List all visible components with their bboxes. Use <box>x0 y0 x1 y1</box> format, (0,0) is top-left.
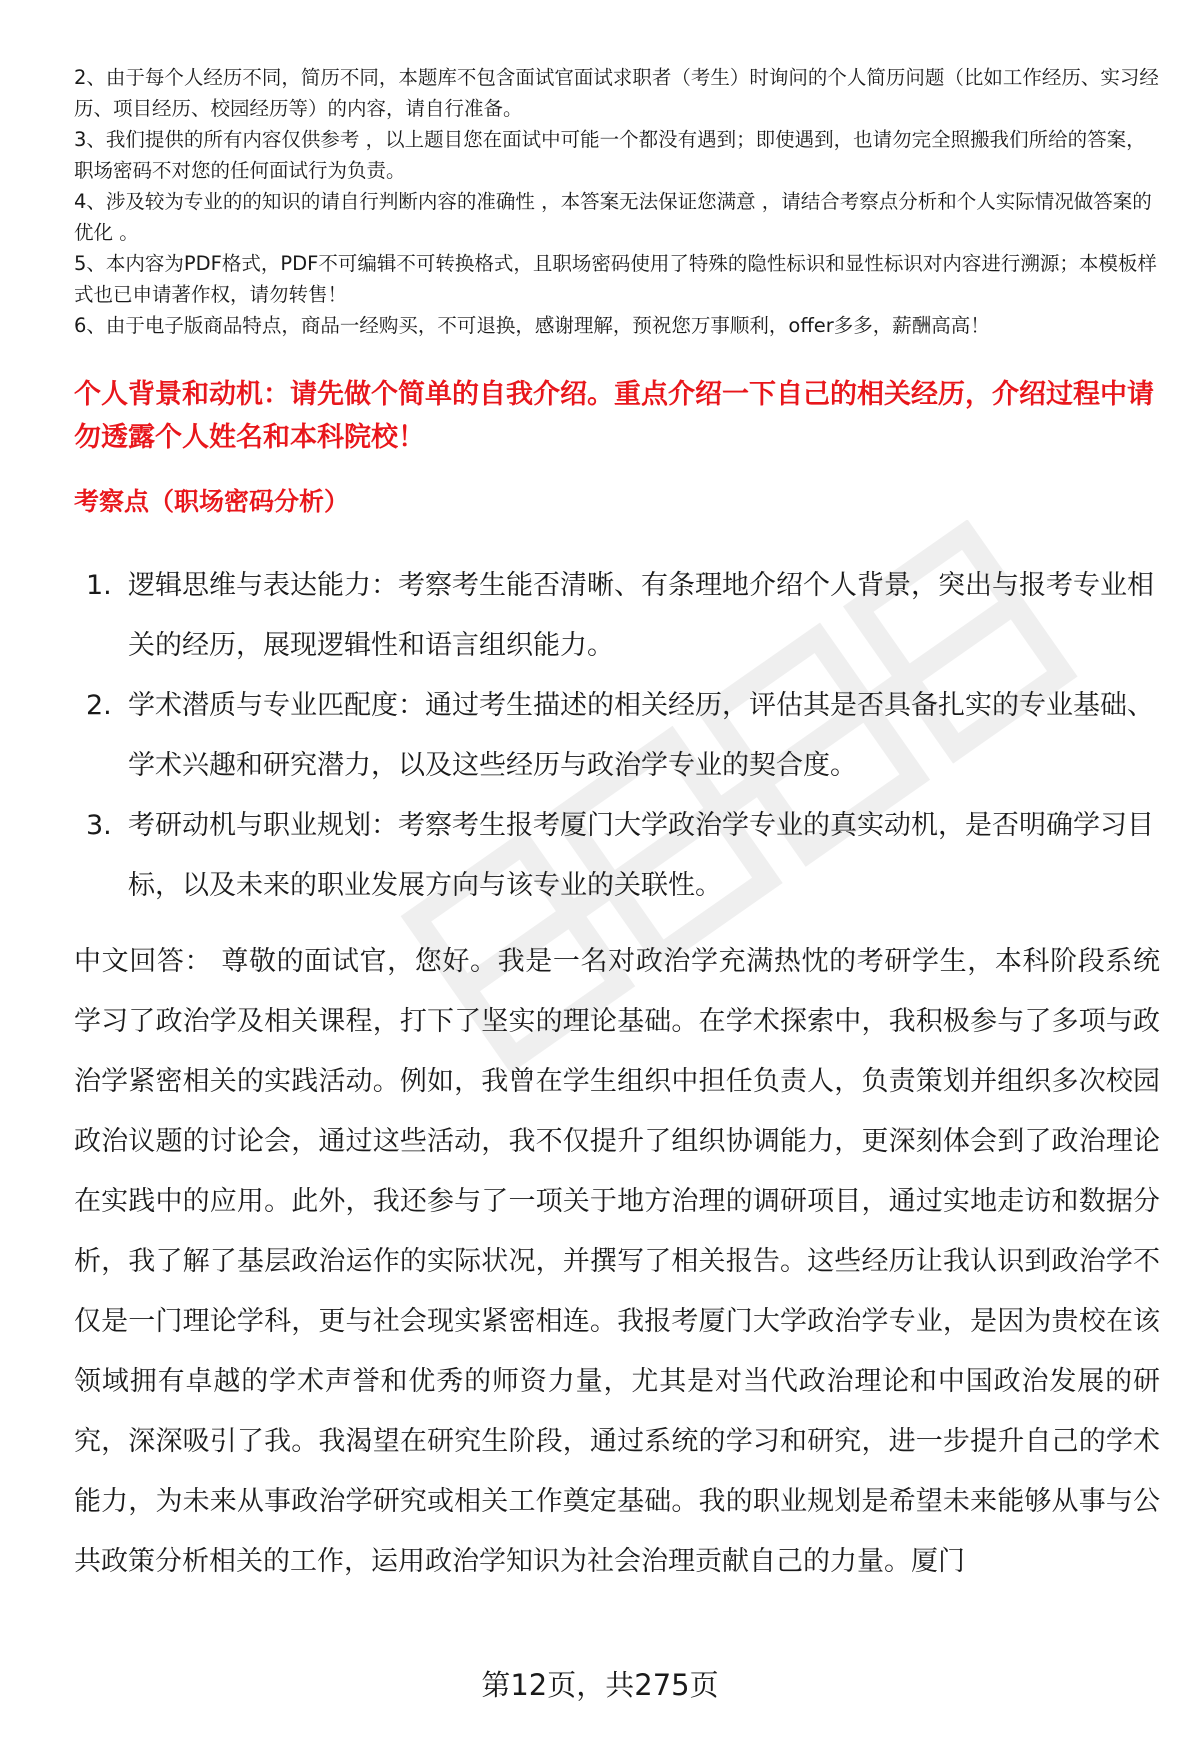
point-number: 1. <box>86 570 112 601</box>
answer-paragraph: 中文回答： 尊敬的面试官，您好。我是一名对政治学充满热忱的考研学生，本科阶段系统学习了政治学及相关课程，打下了坚实的理论基础。在学术探索中，我积极参与了多项与政治学紧密相关的实践活动。例如，我曾在学生组织中担任负责人，负责策划并组织多次校园政治议题的讨论会，通过这些活动，我不仅提升了组织协调能力，更深刻体会到了政治理论在实践中的应用。此外，我还参与了一项关于地方治理的调研项目，通过实地走访和数据分析，我了解了基层政治运作的实际状况，并撰写了相关报告。这些经历让我认识到政治学不仅是一门理论学科，更与社会现实紧密相连。我报考厦门大学政治学专业，是因为贵校在该领域拥有卓越的学术声誉和优秀的师资力量，尤其是对当代政治理论和中国政治发展的研究，深深吸引了我。我渴望在研究生阶段，通过系统的学习和研究，进一步提升自己的学术能力，为未来从事政治学研究或相关工作奠定基础。我的职业规划是希望未来能够从事与公共政策分析相关的工作，运用政治学知识为社会治理贡献自己的力量。厦门 <box>74 946 1160 1577</box>
point-text: 考研动机与职业规划：考察考生报考厦门大学政治学专业的真实动机，是否明确学习目标，以及未来的职业发展方向与该专业的关联性。 <box>128 810 1154 901</box>
notes-list <box>74 62 1164 341</box>
question-heading: 个人背景和动机：请先做个简单的自我介绍。重点介绍一下自己的相关经历，介绍过程中请勿透露个人姓名和本科院校！ <box>74 379 1154 453</box>
note-item: 3、我们提供的所有内容仅供参考 ，以上题目您在面试中可能一个都没有遇到；即使遇到，也请勿完全照搬我们所给的答案，职场密码不对您的任何面试行为负责。 <box>74 128 1146 182</box>
point-number: 2. <box>86 690 112 721</box>
note-item: 5、本内容为PDF格式，PDF不可编辑不可转换格式，且职场密码使用了特殊的隐性标识和显性标识对内容进行溯源；本模板样式也已申请著作权，请勿转售！ <box>74 252 1157 306</box>
analysis-points <box>74 556 1164 916</box>
analysis-title: 考察点（职场密码分析） <box>74 487 350 516</box>
page-number: 第12页，共275页 <box>481 1668 719 1702</box>
point-text: 学术潜质与专业匹配度：通过考生描述的相关经历，评估其是否具备扎实的专业基础、学术兴趣和研究潜力，以及这些经历与政治学专业的契合度。 <box>128 690 1154 781</box>
point-text: 逻辑思维与表达能力：考察考生能否清晰、有条理地介绍个人背景，突出与报考专业相关的经历，展现逻辑性和语言组织能力。 <box>128 570 1154 661</box>
note-item: 6、由于电子版商品特点，商品一经购买，不可退换，感谢理解，预祝您万事顺利，offer多多，薪酬高高！ <box>74 314 990 337</box>
point-number: 3. <box>86 810 112 841</box>
note-item: 2、由于每个人经历不同，简历不同，本题库不包含面试官面试求职者（考生）时询问的个人简历问题（比如工作经历、实习经历、项目经历、校园经历等）的内容，请自行准备。 <box>74 66 1159 120</box>
analysis-point <box>74 556 1164 676</box>
note-item: 4、涉及较为专业的的知识的请自行判断内容的准确性 ，本答案无法保证您满意 ，请结合考察点分析和个人实际情况做答案的优化 。 <box>74 190 1152 244</box>
analysis-point <box>74 676 1164 796</box>
analysis-point <box>74 796 1164 916</box>
